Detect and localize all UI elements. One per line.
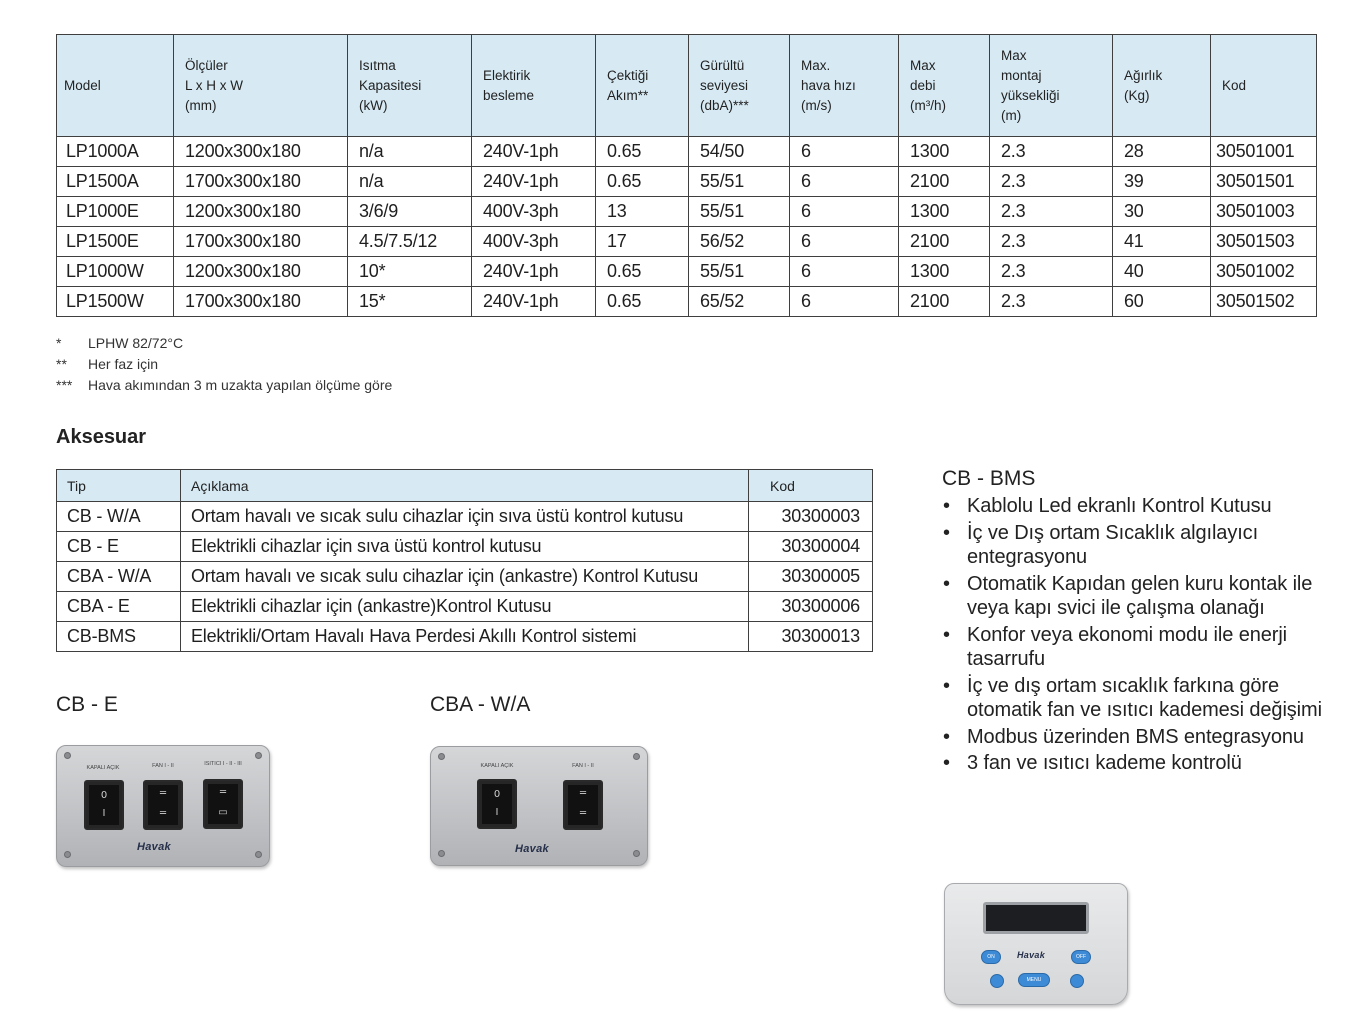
spec-header-line: (m/s) <box>801 97 832 113</box>
spec-header-cell <box>472 35 596 137</box>
accessory-kod-cell: 30300003 <box>749 502 873 532</box>
spec-cell: 28 <box>1113 137 1211 167</box>
spec-cell: 55/51 <box>689 167 790 197</box>
screw-icon <box>633 753 640 760</box>
spec-cell: 54/50 <box>689 137 790 167</box>
footnote-text: Hava akımından 3 m uzakta yapılan ölçüme göre <box>88 376 393 393</box>
spec-row <box>57 137 1317 167</box>
kod-cell: 30501002 <box>1211 257 1317 287</box>
model-cell: LP1000W <box>57 257 174 287</box>
footnote-text: Her faz için <box>88 355 159 372</box>
panel-label: KAPALI AÇIK <box>480 763 514 769</box>
spec-cell: 6 <box>790 227 899 257</box>
accessory-kod-cell: 30300006 <box>749 592 873 622</box>
spec-header-line: Elektirik <box>483 67 531 83</box>
led-screen <box>983 902 1089 934</box>
spec-cell: n/a <box>348 167 472 197</box>
feature-item: • 3 fan ve ısıtıcı kademe kontrolü <box>942 751 1352 776</box>
accessory-header-row <box>57 470 873 502</box>
spec-header-cell <box>899 35 990 137</box>
screw-icon <box>64 752 71 759</box>
accessory-header-tip: Tip <box>57 470 181 502</box>
screw-icon <box>633 850 640 857</box>
havak-logo: Havak <box>137 841 171 853</box>
spec-cell: 2100 <box>899 227 990 257</box>
model-cell: LP1000A <box>57 137 174 167</box>
cb-bms-device-image <box>944 883 1128 1005</box>
accessory-table <box>56 469 873 652</box>
spec-cell: 56/52 <box>689 227 790 257</box>
spec-cell: 41 <box>1113 227 1211 257</box>
spec-cell: 6 <box>790 257 899 287</box>
havak-logo: Havak <box>1017 950 1046 960</box>
spec-cell: 0.65 <box>596 257 689 287</box>
spec-header-cell <box>174 35 348 137</box>
spec-cell: 1700x300x180 <box>174 287 348 317</box>
spec-cell: 2100 <box>899 167 990 197</box>
accessory-aciklama-cell: Elektrikli cihazlar için sıva üstü kontrol kutusu <box>181 532 749 562</box>
accessory-header-kod: Kod <box>749 470 873 502</box>
spec-cell: 240V-1ph <box>472 137 596 167</box>
spec-cell: 17 <box>596 227 689 257</box>
feature-item: • Modbus üzerinden BMS entegrasyonu <box>942 725 1352 750</box>
footnotes <box>56 332 392 395</box>
accessory-heading: Aksesuar <box>56 426 147 448</box>
model-cell: LP1500A <box>57 167 174 197</box>
footnote-mark: *** <box>56 376 73 393</box>
spec-header-cell <box>689 35 790 137</box>
kod-cell: 30501003 <box>1211 197 1317 227</box>
up-button-icon <box>1070 974 1084 988</box>
spec-header-cell <box>1211 35 1317 137</box>
spec-cell: 2.3 <box>990 227 1113 257</box>
spec-header-line: Çektiği <box>607 67 649 83</box>
kod-cell: 30501501 <box>1211 167 1317 197</box>
accessory-row <box>57 562 873 592</box>
spec-cell: 2.3 <box>990 137 1113 167</box>
model-cell: LP1500W <box>57 287 174 317</box>
spec-cell: 6 <box>790 287 899 317</box>
spec-header-line: (m³/h) <box>910 97 946 113</box>
cb-e-caption: CB - E <box>56 693 118 716</box>
screw-icon <box>438 753 445 760</box>
spec-header-line: Ölçüler <box>185 57 228 73</box>
cba-wa-caption: CBA - W/A <box>430 693 531 716</box>
accessory-tip-cell: CBA - E <box>57 592 181 622</box>
spec-header-line: Gürültü <box>700 57 745 73</box>
spec-header-line: besleme <box>483 87 535 103</box>
spec-table <box>56 34 1317 317</box>
screw-icon <box>255 752 262 759</box>
accessory-row <box>57 592 873 622</box>
screw-icon <box>255 851 262 858</box>
spec-header-line: Kapasitesi <box>359 77 422 93</box>
model-cell: LP1000E <box>57 197 174 227</box>
screw-icon <box>64 851 71 858</box>
spec-header-line: montaj <box>1001 67 1042 83</box>
screw-icon <box>438 850 445 857</box>
spec-header-line: L x H x W <box>185 77 244 93</box>
accessory-tip-cell: CB - W/A <box>57 502 181 532</box>
spec-cell: 2.3 <box>990 167 1113 197</box>
spec-cell: 1200x300x180 <box>174 137 348 167</box>
accessory-kod-cell: 30300005 <box>749 562 873 592</box>
accessory-row <box>57 622 873 652</box>
spec-table-body <box>57 137 1317 317</box>
panel-label: FAN I - II <box>572 763 594 769</box>
panel-label: FAN I - II <box>152 763 174 769</box>
off-button-icon: OFF <box>1071 950 1091 964</box>
spec-header-line: Model <box>64 77 101 93</box>
cb-bms-title: CB - BMS <box>942 467 1036 490</box>
spec-header-line: Kod <box>1222 77 1247 93</box>
spec-cell: 15* <box>348 287 472 317</box>
spec-cell: 400V-3ph <box>472 197 596 227</box>
spec-header-line: Ağırlık <box>1124 67 1163 83</box>
spec-cell: 6 <box>790 167 899 197</box>
spec-cell: 2.3 <box>990 287 1113 317</box>
accessory-header-aciklama: Açıklama <box>181 470 749 502</box>
accessory-tip-cell: CBA - W/A <box>57 562 181 592</box>
spec-cell: 0.65 <box>596 167 689 197</box>
spec-cell: 240V-1ph <box>472 167 596 197</box>
spec-header-line: (dbA)*** <box>700 97 749 113</box>
spec-cell: 1300 <box>899 257 990 287</box>
panel-label: KAPALI AÇIK <box>86 765 120 771</box>
footnote <box>56 332 392 353</box>
spec-cell: n/a <box>348 137 472 167</box>
spec-row <box>57 197 1317 227</box>
spec-cell: 4.5/7.5/12 <box>348 227 472 257</box>
accessory-kod-cell: 30300013 <box>749 622 873 652</box>
spec-header-line: Max <box>910 57 936 73</box>
accessory-aciklama-cell: Elektrikli cihazlar için (ankastre)Kontrol Kutusu <box>181 592 749 622</box>
spec-header-line: seviyesi <box>700 77 749 93</box>
accessory-aciklama-cell: Elektrikli/Ortam Havalı Hava Perdesi Akıllı Kontrol sistemi <box>181 622 749 652</box>
feature-item: • İç ve dış ortam sıcaklık farkına göre otomatik fan ve ısıtıcı kademesi değişimi <box>942 674 1352 723</box>
spec-header-line: Max. <box>801 57 831 73</box>
feature-item: • İç ve Dış ortam Sıcaklık algılayıcı entegrasyonu <box>942 521 1352 570</box>
spec-cell: 1300 <box>899 197 990 227</box>
on-button-icon: ON <box>981 950 1001 964</box>
accessory-row <box>57 532 873 562</box>
spec-header-cell <box>790 35 899 137</box>
spec-cell: 1200x300x180 <box>174 197 348 227</box>
spec-cell: 1700x300x180 <box>174 227 348 257</box>
spec-cell: 6 <box>790 137 899 167</box>
spec-cell: 10* <box>348 257 472 287</box>
spec-header-line: Akım** <box>607 87 649 103</box>
spec-cell: 1200x300x180 <box>174 257 348 287</box>
spec-header-line: yüksekliği <box>1001 87 1060 103</box>
footnote-mark: * <box>56 334 62 351</box>
spec-cell: 2.3 <box>990 197 1113 227</box>
spec-cell: 0.65 <box>596 137 689 167</box>
spec-cell: 6 <box>790 197 899 227</box>
spec-cell: 39 <box>1113 167 1211 197</box>
spec-cell: 60 <box>1113 287 1211 317</box>
spec-header-line: (mm) <box>185 97 217 113</box>
kod-cell: 30501502 <box>1211 287 1317 317</box>
spec-row <box>57 227 1317 257</box>
spec-cell: 240V-1ph <box>472 257 596 287</box>
accessory-tip-cell: CB-BMS <box>57 622 181 652</box>
fan-switch-icon: ═ ═ <box>143 780 183 830</box>
spec-cell: 13 <box>596 197 689 227</box>
spec-cell: 40 <box>1113 257 1211 287</box>
spec-header-line: (m) <box>1001 107 1022 123</box>
kod-cell: 30501503 <box>1211 227 1317 257</box>
spec-cell: 400V-3ph <box>472 227 596 257</box>
kod-cell: 30501001 <box>1211 137 1317 167</box>
panel-label: ISITICI I - II - III <box>204 761 242 767</box>
footnote-text: LPHW 82/72°C <box>88 334 184 351</box>
accessory-table-body <box>57 502 873 652</box>
spec-header-row <box>57 35 1317 137</box>
spec-cell: 30 <box>1113 197 1211 227</box>
cb-bms-feature-list <box>942 494 1352 778</box>
spec-cell: 240V-1ph <box>472 287 596 317</box>
spec-cell: 55/51 <box>689 197 790 227</box>
footnote-mark: ** <box>56 355 67 372</box>
down-button-icon <box>990 974 1004 988</box>
spec-cell: 1300 <box>899 137 990 167</box>
feature-item: • Kablolu Led ekranlı Kontrol Kutusu <box>942 494 1352 519</box>
cba-wa-panel-image <box>430 746 648 866</box>
accessory-aciklama-cell: Ortam havalı ve sıcak sulu cihazlar için sıva üstü kontrol kutusu <box>181 502 749 532</box>
power-switch-icon: 0 I <box>84 780 124 830</box>
spec-row <box>57 167 1317 197</box>
spec-header-cell <box>1113 35 1211 137</box>
spec-header-cell <box>348 35 472 137</box>
havak-logo: Havak <box>515 843 549 855</box>
spec-cell: 2100 <box>899 287 990 317</box>
spec-cell: 2.3 <box>990 257 1113 287</box>
spec-header-line: (kW) <box>359 97 388 113</box>
heater-switch-icon: ═ ▭ <box>203 779 243 829</box>
spec-header-line: (Kg) <box>1124 87 1150 103</box>
menu-button-icon: MENU <box>1018 973 1050 987</box>
spec-cell: 1700x300x180 <box>174 167 348 197</box>
spec-cell: 55/51 <box>689 257 790 287</box>
footnote <box>56 374 392 395</box>
spec-header-line: Max <box>1001 47 1027 63</box>
feature-item: • Konfor veya ekonomi modu ile enerji tasarrufu <box>942 623 1352 672</box>
feature-item: • Otomatik Kapıdan gelen kuru kontak ile veya kapı svici ile çalışma olanağı <box>942 572 1352 621</box>
accessory-aciklama-cell: Ortam havalı ve sıcak sulu cihazlar için (ankastre) Kontrol Kutusu <box>181 562 749 592</box>
accessory-kod-cell: 30300004 <box>749 532 873 562</box>
spec-header-cell <box>596 35 689 137</box>
spec-cell: 3/6/9 <box>348 197 472 227</box>
spec-header-cell <box>57 35 174 137</box>
power-switch-icon: 0 I <box>477 779 517 829</box>
accessory-tip-cell: CB - E <box>57 532 181 562</box>
footnote <box>56 353 392 374</box>
spec-row <box>57 257 1317 287</box>
accessory-row <box>57 502 873 532</box>
spec-header-line: Isıtma <box>359 57 396 73</box>
spec-header-line: debi <box>910 77 936 93</box>
spec-header-line: hava hızı <box>801 77 856 93</box>
spec-row <box>57 287 1317 317</box>
spec-cell: 65/52 <box>689 287 790 317</box>
spec-header-cell <box>990 35 1113 137</box>
cb-e-panel-image <box>56 745 270 867</box>
fan-switch-icon: ═ ═ <box>563 780 603 830</box>
model-cell: LP1500E <box>57 227 174 257</box>
spec-cell: 0.65 <box>596 287 689 317</box>
